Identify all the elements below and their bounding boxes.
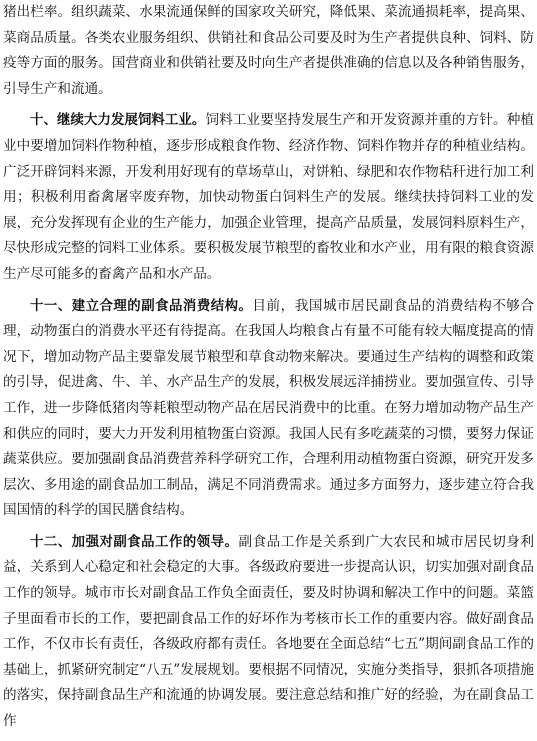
paragraph-body: 猪出栏率。组织蔬菜、水果流通保鲜的国家攻关研究，降低果、菜流通损耗率，提高果、菜商品质量。各类农业服务组织、供销社和食品公司要及时为生产者提供良种、饲料、防疫等方面的服务。国营商业和供销社要及时向生产者提供准确的信息以及各种销售服务，引导生产和流通。 [3,4,534,97]
paragraph-body: 饲料工业要坚持发展生产和开发资源并重的方针。种植业中要增加饲料作物种植，逐步形成粮食作物、经济作物、饲料作物并存的种植业结构。广泛开辟饲料来源，开发利用好现有的草场草山，对饼粕、绿肥和农作物秸秆进行加工利用；积极利用畜禽屠宰废弃物，加快动物蛋白饲料生产的发展。继续扶持饲料工业的发展，充分发挥现有企业的生产能力，加强企业管理，提高产品质量，发展饲料原料生产，尽快形成完整的饲料工业体系。要积极发展节粮型的畜牧业和水产业，用有限的粮食资源生产尽可能多的畜禽产品和水产品。 [3,112,535,282]
section-heading: 十、继续大力发展饲料工业。 [30,113,206,129]
document-page [3,0,534,741]
paragraph-continuation [3,0,534,102]
section-heading: 十一、建立合理的副食品消费结构。 [30,298,253,314]
section-heading: 十二、加强对副食品工作的领导。 [30,534,239,550]
paragraph-body: 副食品工作是关系到广大农民和城市居民切身利益，关系到人心稳定和社会稳定的大事。各级政府要进一步提高认识，切实加强对副食品工作的领导。城市市长对副食品工作负全面责任，要及时协调和解决工作中的问题。菜篮子里面看市长的工作，要把副食品工作的好坏作为考核市长工作的重要内容。做好副食品工作，不仅市长有责任，各级政府都有责任。各地要在全面总结“七五”期间副食品工作的基础上，抓紧研究制定“八五”发展规划。要根据不同情况，实施分类指导，狠抓各项措施的落实，保持副食品生产和流通的协调发展。要注意总结和推广好的经验，为在副食品工作 [3,533,535,730]
paragraph-section-10 [3,108,534,287]
paragraph-body: 目前，我国城市居民副食品的消费结构不够合理，动物蛋白的消费水平还有待提高。在我国人均粮食占有量不可能有较大幅度提高的情况下，增加动物产品主要靠发展节粮型和草食动物来解决。要通过生产结构的调整和政策的引导，促进禽、牛、羊、水产品生产的发展，积极发展远洋捕捞业。要加强宣传、引导工作，进一步降低猪肉等耗粮型动物产品在居民消费中的比重。在努力增加动物产品生产和供应的同时，要大力开发利用植物蛋白资源。我国人民有多吃蔬菜的习惯，要努力保证蔬菜供应。要加强副食品消费营养科学研究工作，合理利用动植物蛋白资源，研究开发多层次、多用途的副食品加工制品，满足不同消费需求。通过多方面努力，逐步建立符合我国国情的科学的国民膳食结构。 [3,297,534,519]
paragraph-section-12 [3,530,534,735]
paragraph-section-11 [3,294,534,524]
